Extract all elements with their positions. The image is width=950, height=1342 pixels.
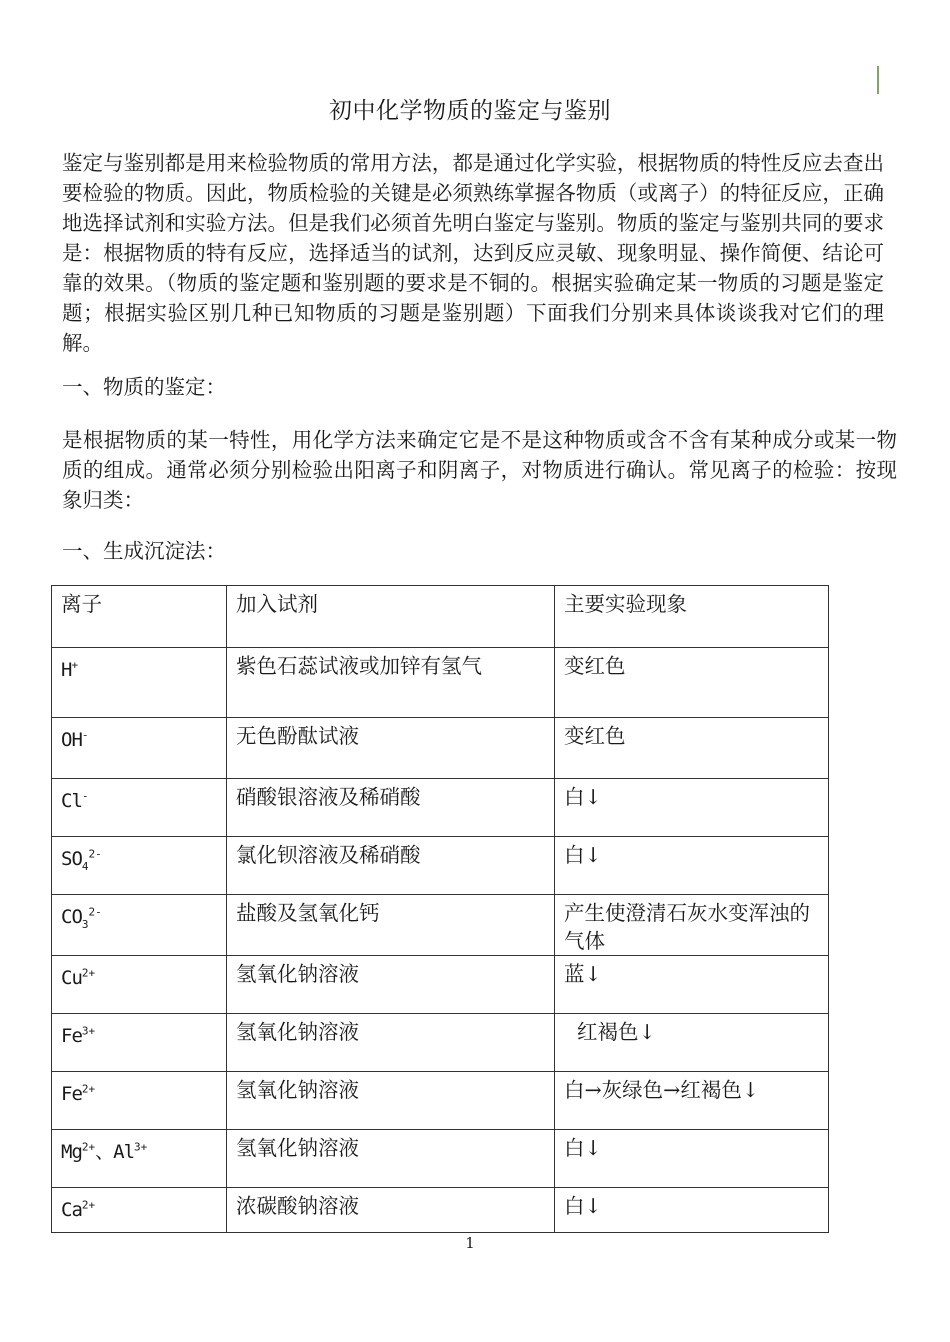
table-row xyxy=(52,1014,829,1072)
ion-cell xyxy=(52,1188,227,1233)
ion-symbol: SO xyxy=(61,848,82,871)
ion-formula xyxy=(61,967,95,989)
ion-formula xyxy=(61,906,102,932)
phenomenon-cell: 白↓ xyxy=(555,779,829,837)
reagent-cell: 无色酚酞试液 xyxy=(227,718,555,779)
ion-formula xyxy=(61,1025,95,1047)
ion-formula xyxy=(61,1083,95,1105)
table-row xyxy=(52,895,829,956)
ion-charge: 2+ xyxy=(81,1141,96,1154)
reagent-cell: 氯化钡溶液及稀硝酸 xyxy=(227,837,555,895)
table-row xyxy=(52,1072,829,1130)
ion-test-table xyxy=(51,585,829,1233)
phenomenon-cell: 变红色 xyxy=(555,648,829,718)
ion-subscript: 3 xyxy=(81,918,89,932)
header-phenomenon: 主要实验现象 xyxy=(555,586,829,648)
ion-symbol: Cl xyxy=(61,790,82,813)
table-row xyxy=(52,718,829,779)
table-row xyxy=(52,779,829,837)
ion-symbol: Fe xyxy=(61,1025,82,1048)
page-number: 1 xyxy=(465,1234,475,1252)
ion-cell xyxy=(52,956,227,1014)
reagent-cell: 氢氧化钠溶液 xyxy=(227,1072,555,1130)
ion-subscript: 4 xyxy=(81,860,89,874)
ion-cell xyxy=(52,1014,227,1072)
ion-formula xyxy=(61,1141,147,1163)
ion-cell xyxy=(52,837,227,895)
ion-symbol: Mg xyxy=(61,1141,82,1164)
reagent-cell: 氢氧化钠溶液 xyxy=(227,1130,555,1188)
ion-charge-second: 3+ xyxy=(134,1141,148,1154)
phenomenon-cell: 蓝↓ xyxy=(555,956,829,1014)
ion-symbol: OH xyxy=(61,729,82,752)
ion-charge: - xyxy=(81,790,89,803)
ion-symbol: Fe xyxy=(61,1083,82,1106)
phenomenon-cell: 白→灰绿色→红褐色↓ xyxy=(555,1072,829,1130)
ion-cell xyxy=(52,648,227,718)
reagent-cell: 氢氧化钠溶液 xyxy=(227,956,555,1014)
reagent-cell: 浓碳酸钠溶液 xyxy=(227,1188,555,1233)
reagent-cell: 紫色石蕊试液或加锌有氢气 xyxy=(227,648,555,718)
reagent-cell: 氢氧化钠溶液 xyxy=(227,1014,555,1072)
ion-charge: + xyxy=(71,659,79,672)
phenomenon-cell: 白↓ xyxy=(555,837,829,895)
header-ion: 离子 xyxy=(52,586,227,648)
table-row xyxy=(52,956,829,1014)
table-row xyxy=(52,1188,829,1233)
phenomenon-cell: 白↓ xyxy=(555,1130,829,1188)
ion-charge: 2- xyxy=(88,848,102,861)
table-row xyxy=(52,1130,829,1188)
ion-cell xyxy=(52,1072,227,1130)
page-title: 初中化学物质的鉴定与鉴别 xyxy=(329,98,611,124)
ion-symbol: Ca xyxy=(61,1199,82,1222)
ion-charge: 2+ xyxy=(81,1199,96,1212)
ion-cell xyxy=(52,1130,227,1188)
ion-formula xyxy=(61,848,102,874)
ion-formula xyxy=(61,1199,95,1221)
table-header-row xyxy=(52,586,829,648)
ion-formula xyxy=(61,729,89,751)
reagent-cell: 盐酸及氢氧化钙 xyxy=(227,895,555,956)
table-row xyxy=(52,837,829,895)
identification-paragraph: 是根据物质的某一特性，用化学方法来确定它是不是这种物质或含不含有某种成分或某一物质的组成。通常必须分别检验出阳离子和阴离子，对物质进行确认。常见离子的检验：按现象归类： xyxy=(62,428,897,512)
section-heading-identification: 一、物质的鉴定： xyxy=(62,375,226,399)
ion-symbol: H xyxy=(61,659,72,682)
phenomenon-cell: 白↓ xyxy=(555,1188,829,1233)
ion-symbol: Cu xyxy=(61,967,82,990)
phenomenon-cell: 红褐色↓ xyxy=(555,1014,829,1072)
table-row xyxy=(52,648,829,718)
corner-mark xyxy=(877,66,879,94)
ion-charge: 2+ xyxy=(81,967,96,980)
ion-charge: 3+ xyxy=(81,1025,96,1038)
ion-charge: - xyxy=(81,729,89,742)
ion-symbol: CO xyxy=(61,906,82,929)
ion-charge: 2+ xyxy=(81,1083,96,1096)
phenomenon-cell: 变红色 xyxy=(555,718,829,779)
ion-cell xyxy=(52,779,227,837)
phenomenon-cell: 产生使澄清石灰水变浑浊的气体 xyxy=(555,895,829,956)
ion-formula xyxy=(61,790,89,812)
section-heading-precipitation: 一、生成沉淀法： xyxy=(62,539,226,563)
ion-symbol-second: 、Al xyxy=(95,1141,135,1164)
ion-cell xyxy=(52,718,227,779)
ion-cell xyxy=(52,895,227,956)
ion-formula xyxy=(61,659,78,681)
intro-paragraph: 鉴定与鉴别都是用来检验物质的常用方法，都是通过化学实验，根据物质的特性反应去查出要检验的物质。因此，物质检验的关键是必须熟练掌握各物质（或离子）的特征反应，正确地选择试剂和实验方法。但是我们必须首先明白鉴定与鉴别。物质的鉴定与鉴别共同的要求是：根据物质的特有反应，选择适当的试剂，达到反应灵敏、现象明显、操作简便、结论可靠的效果。（物质的鉴定题和鉴别题的要求是不铜的。根据实验确定某一物质的习题是鉴定题；根据实验区别几种已知物质的习题是鉴别题）下面我们分别来具体谈谈我对它们的理解。 xyxy=(62,151,884,355)
header-reagent: 加入试剂 xyxy=(227,586,555,648)
reagent-cell: 硝酸银溶液及稀硝酸 xyxy=(227,779,555,837)
ion-charge: 2- xyxy=(88,906,102,919)
